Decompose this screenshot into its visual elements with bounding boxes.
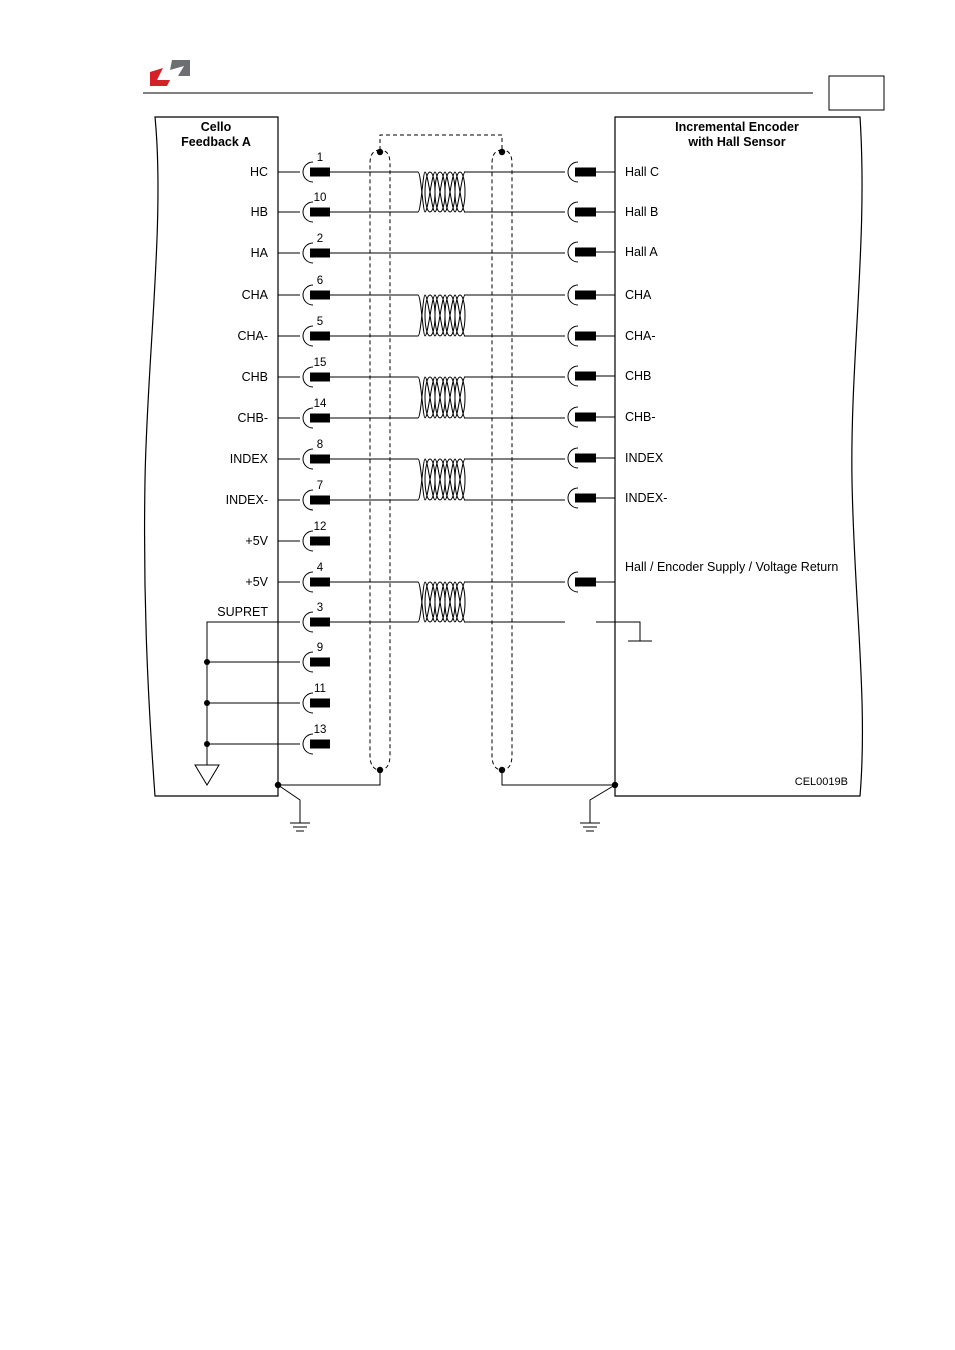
right-connector-icon [568,285,615,305]
left-connector-icon [278,285,330,305]
right-signal-label: INDEX- [625,491,668,505]
encoder-row [568,162,659,182]
pin-row [245,521,330,551]
left-signal-label: INDEX [229,452,268,466]
connector-pin [575,454,596,463]
pin-row [204,642,330,672]
encoder-row [568,366,651,386]
connector-pin [575,332,596,341]
connector-pin [310,208,330,217]
diagram-rows [204,152,838,754]
left-shield [370,150,390,770]
left-title-line-2: Feedback A [181,135,251,149]
connector-pin [575,248,596,257]
pin-number: 6 [316,275,324,287]
twisted-pair-symbol [418,293,465,338]
twisted-pair-symbol [418,580,465,624]
ground-tap-dot [204,700,210,706]
left-signal-label: +5V [245,575,268,589]
right-signal-label: Hall A [625,245,658,259]
encoder-row [568,285,652,305]
encoder-row [568,488,667,508]
right-shield-drain [502,770,615,785]
connector-pin [575,494,596,503]
right-signal-label: Hall / Encoder Supply / Voltage Return [625,560,839,574]
encoder-row [568,326,656,346]
left-connector-icon [278,531,330,551]
left-connector-icon [278,367,330,387]
right-signal-label: Hall B [625,205,659,219]
twisted-pair-symbol [418,375,465,420]
connector-pin [575,372,596,381]
twisted-pair-symbol [418,170,465,214]
twisted-pair-symbol [418,457,465,502]
ground-tap-dot [204,741,210,747]
connector-pin [310,414,330,423]
right-signal-label: CHB- [625,410,656,424]
right-signal-label: CHB [625,369,652,383]
right-signal-label: Hall C [625,165,660,179]
connector-pin [575,413,596,422]
pin-number: 10 [313,192,327,204]
left-connector-icon [278,612,330,632]
connector-pin [575,578,596,587]
connector-pin [310,291,330,300]
left-signal-label: +5V [245,534,268,548]
pin-number: 7 [316,480,324,492]
left-connector-icon [278,202,330,222]
signal-ground-icon [195,765,219,785]
diagram-titles [181,120,848,788]
left-signal-label: HC [249,165,268,179]
left-title-line-1: Cello [200,120,232,134]
left-signal-label: CHA [241,288,268,302]
pin-row [245,562,330,592]
encoder-row [568,242,658,262]
connector-pin [310,740,330,749]
connector-pin [310,332,330,341]
connector-pin [310,578,330,587]
right-connector-icon [568,572,615,592]
pin-number: 14 [313,398,327,410]
left-signal-label: HB [250,205,268,219]
left-signal-label: CHB [241,370,268,384]
pin-row [237,316,330,346]
right-earth-symbol [580,815,600,831]
pin-number: 2 [316,233,324,245]
pin-number: 13 [313,724,327,736]
connector-pin [310,496,330,505]
pin-row [242,357,330,387]
left-signal-label: INDEX- [225,493,268,507]
left-signal-label: CHB- [237,411,268,425]
encoder-row [568,448,664,468]
shield-junction-dot [377,149,383,155]
pin-number: 9 [316,642,324,654]
connector-pin [310,373,330,382]
pin-row [250,152,330,182]
return-ground-symbol [596,622,652,641]
right-connector-icon [568,407,615,427]
right-connector-icon [568,488,615,508]
shield-bridge [380,135,502,150]
pin-row [251,233,330,263]
left-signal-label: SUPRET [217,605,268,619]
left-connector-icon [278,449,330,469]
left-signal-label: CHA- [237,329,268,343]
right-title-line-2: with Hall Sensor [688,135,786,149]
connector-pin [575,208,596,217]
pin-row [242,275,330,305]
pin-number: 5 [316,316,324,328]
left-signal-label: HA [250,246,268,260]
pin-number: 15 [313,357,327,369]
right-earth-lead [590,785,615,815]
connector-pin [310,658,330,667]
ground-tap-dot [204,659,210,665]
left-shield-drain [278,770,380,785]
connector-pin [575,291,596,300]
left-connector-icon [278,326,330,346]
right-shield [492,150,512,770]
connector-pin [310,168,330,177]
left-connector-icon [278,243,330,263]
right-connector-icon [568,448,615,468]
shield-junction-dot [499,149,505,155]
right-connector-icon [568,326,615,346]
pin-number: 1 [316,152,324,164]
connector-pin [310,699,330,708]
left-connector-icon [278,408,330,428]
left-connector-icon [278,490,330,510]
diagram-static [145,117,863,831]
encoder-row [568,407,656,427]
pin-row [251,192,330,222]
drawing-code: CEL0019B [794,776,848,788]
pin-number: 4 [316,562,324,574]
encoder-row [568,202,658,222]
right-signal-label: INDEX [625,451,664,465]
right-connector-icon [568,242,615,262]
pin-number: 11 [314,683,326,695]
connector-pin [575,168,596,177]
right-signal-label: CHA- [625,329,656,343]
left-earth-lead [278,785,300,815]
encoder-row [568,560,838,592]
pin-row [217,602,330,632]
pin-row [204,724,330,754]
right-connector-icon [568,162,615,182]
connector-pin [310,249,330,258]
left-earth-symbol [290,815,310,831]
pin-number: 12 [313,521,327,533]
right-signal-label: CHA [625,288,652,302]
connector-pin [310,455,330,464]
pin-row [237,398,330,428]
pin-row [204,683,330,713]
pin-number: 3 [316,602,324,614]
left-connector-icon [278,162,330,182]
pin-number: 8 [316,439,324,451]
pin-row [230,439,330,469]
right-connector-icon [568,202,615,222]
left-connector-icon [278,572,330,592]
connector-pin [310,537,330,546]
return-lead [596,622,640,641]
right-title-line-1: Incremental Encoder [675,120,799,134]
right-connector-icon [568,366,615,386]
connector-pin [310,618,330,627]
